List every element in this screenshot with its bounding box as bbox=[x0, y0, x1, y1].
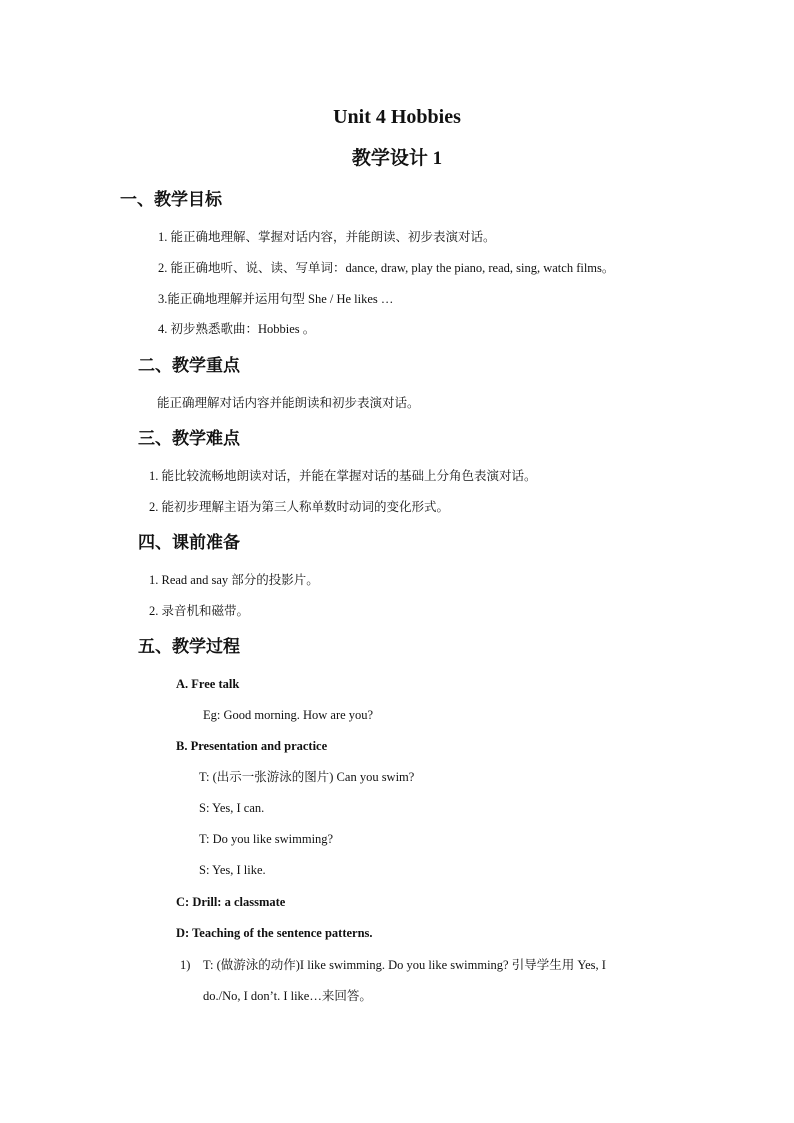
section-heading-preparation: 四、课前准备 bbox=[138, 533, 240, 553]
dialogue-line: S: Yes, I can. bbox=[199, 801, 265, 815]
goal-item: 2. 能正确地听、说、读、写单词：dance, draw, play the piano, read, sing, watch films。 bbox=[158, 261, 615, 275]
process-substep-line: T: (做游泳的动作)I like swimming. Do you like swimming? 引导学生用 Yes, I bbox=[203, 958, 606, 972]
process-step-d-label: D: Teaching of the sentence patterns. bbox=[176, 926, 373, 940]
preparation-item: 1. Read and say 部分的投影片。 bbox=[149, 573, 319, 587]
dialogue-line: S: Yes, I like. bbox=[199, 863, 266, 877]
preparation-item: 2. 录音机和磁带。 bbox=[149, 604, 250, 618]
process-step-c-label: C: Drill: a classmate bbox=[176, 895, 286, 909]
process-substep-number: 1) bbox=[180, 958, 191, 972]
section-heading-key-points: 二、教学重点 bbox=[138, 356, 240, 376]
document-subtitle: 教学设计 1 bbox=[351, 148, 443, 169]
section-heading-process: 五、教学过程 bbox=[138, 637, 240, 657]
section-heading-goals: 一、教学目标 bbox=[120, 190, 222, 210]
dialogue-line: T: Do you like swimming? bbox=[199, 832, 334, 846]
process-step-a-line: Eg: Good morning. How are you? bbox=[203, 708, 374, 722]
document-title: Unit 4 Hobbies bbox=[333, 106, 461, 128]
difficulty-item: 1. 能比较流畅地朗读对话，并能在掌握对话的基础上分角色表演对话。 bbox=[149, 469, 537, 483]
dialogue-line: T: (出示一张游泳的图片) Can you swim? bbox=[199, 770, 415, 784]
key-points-text: 能正确理解对话内容并能朗读和初步表演对话。 bbox=[157, 396, 420, 410]
section-heading-difficulties: 三、教学难点 bbox=[138, 429, 240, 449]
process-step-a-label: A. Free talk bbox=[176, 677, 240, 691]
goal-item: 1. 能正确地理解、掌握对话内容，并能朗读、初步表演对话。 bbox=[158, 230, 496, 244]
process-step-b-label: B. Presentation and practice bbox=[176, 739, 328, 753]
goal-item: 4. 初步熟悉歌曲：Hobbies 。 bbox=[158, 322, 316, 336]
process-substep-line: do./No, I don’t. I like…来回答。 bbox=[203, 989, 372, 1003]
difficulty-item: 2. 能初步理解主语为第三人称单数时动词的变化形式。 bbox=[149, 500, 450, 514]
goal-item: 3.能正确地理解并运用句型 She / He likes … bbox=[158, 292, 394, 306]
